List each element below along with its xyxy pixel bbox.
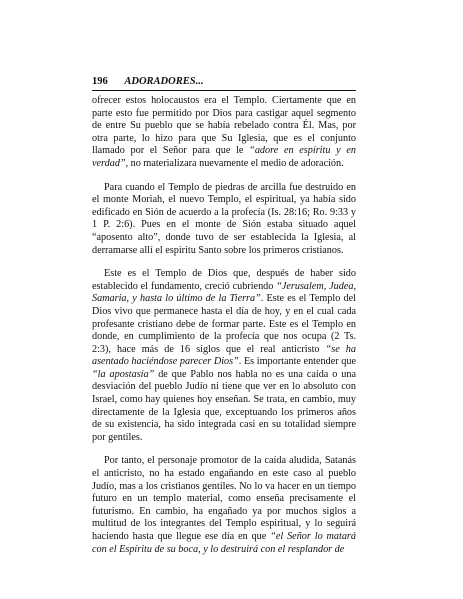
running-title: ADORADORES... [124,76,204,87]
paragraph [92,182,356,258]
italic-quote: “se ha asentado haciéndose parecer Dios” [92,343,356,368]
page-header [92,76,356,87]
text-run: . Este es el Templo del Dios vivo que permanece hasta el día de hoy, y en el cual cada profesante cristiano debe de formar parte. Este es el Templo en donde, en cumplimiento de la profecía que nos ocupa (2 Ts. 2:3), hace más de 16 siglos que el real anticristo [92,293,356,355]
paragraph [92,455,356,556]
text-run: ofrecer estos holocaustos era el Templo. Ciertamente que en parte esto fue permitido por Dios para castigar aquel segmento de entre Su pueblo que se había rebelado contra Él. Mas, por otra parte, lo hizo para que Su Iglesia, que es el conjunto llamado por el Señor para que le [92,95,356,157]
page-number: 196 [92,76,108,87]
body-text [92,95,356,567]
text-run: Este es el Templo de Dios que, después de haber sido establecido el fundamento, creció cubriendo [92,268,356,292]
italic-quote: “Jerusalem, Judea, Samaria, y hasta lo último de la Tierra” [92,280,356,305]
paragraph [92,268,356,444]
header-divider [92,90,356,91]
text-run: Por tanto, el personaje promotor de la caída aludida, Satanás el anticristo, no ha estado engañando en este caso al pueblo Judío, mas a los cristianos gentiles. No lo va hacer en un tiempo futuro en un templo material, como enseña precisamente el futurismo. En cambio, ha engañado ya por muchos siglos a multitud de los integrantes del Templo espiritual, y lo seguirá haciendo hasta que llegue ese día en que [92,455,356,542]
italic-quote: “el Señor lo matará con el Espíritu de su boca, y lo destruirá con el resplandor de [92,531,356,555]
text-run: , no materializara nuevamente el medio de adoración. [125,157,344,169]
italic-quote: “adore en espíritu y en verdad” [92,145,357,169]
text-run: Para cuando el Templo de piedras de arcilla fue destruido en el monte Moriah, el nuevo Templo, el espiritual, ya había sido edificado en Sión de acuerdo a la profecía (Is. 28:16; Ro. 9:33 y 1 P. 2:6). Pues en el monte de Sión estaba situado aquel “aposento alto”, donde tuvo de ser establecida la Iglesia, al derramarse allí el espíritu Santo sobre los primeros cristianos. [92,181,356,256]
text-run: de que Pablo nos habla no es una caída o una desviación del pueblo Judío ni tiene que ver en lo absoluto con Israel, como hay quienes hoy enseñan. Se trata, en cambio, muy directamente de la Iglesia que, exceptuando los primeros años de su existencia, ha sido integrada casi en su totalidad siempre por gentiles. [92,368,356,443]
text-run: . Es importante entender que [238,356,356,368]
paragraph [92,95,356,171]
italic-quote: “la apostasía” [92,368,155,380]
